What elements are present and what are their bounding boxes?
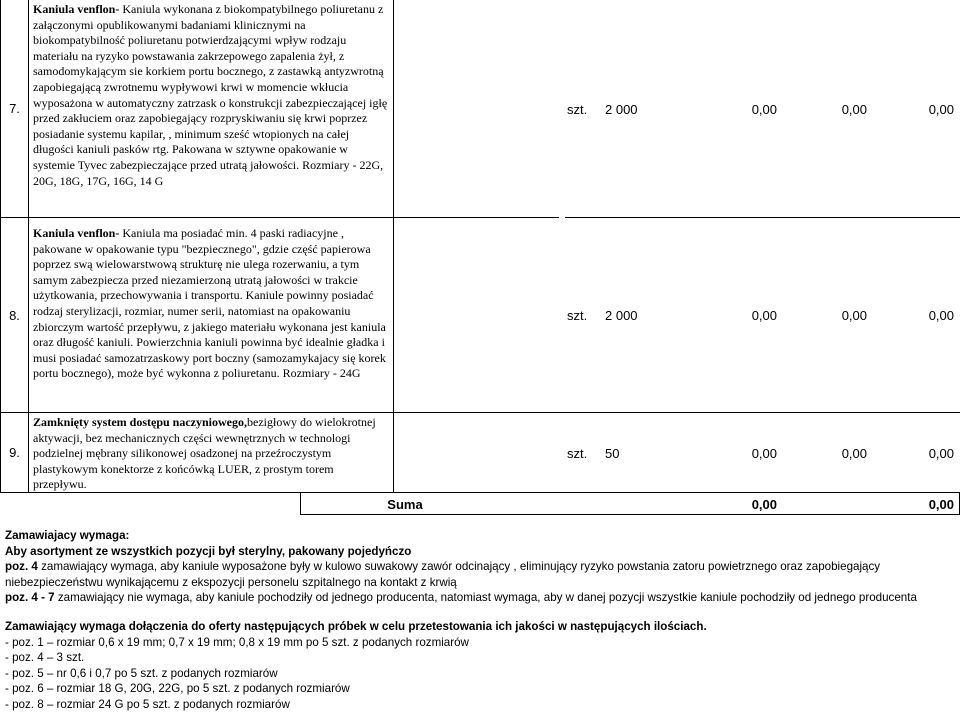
- summary-row: [0, 493, 960, 515]
- row-description: [29, 218, 394, 413]
- summary-label: Suma: [387, 496, 423, 512]
- sample-item: - poz. 6 – rozmiar 18 G, 20G, 22G, po 5 szt. z podanych rozmiarów: [5, 682, 350, 696]
- sample-item: - poz. 1 – rozmiar 0,6 x 19 mm; 0,7 x 19 mm; 0,8 x 19 mm po 5 szt. z podanych rozmiarów: [5, 635, 469, 649]
- row-value-1: 0,00: [751, 308, 777, 323]
- table-row: [0, 413, 960, 493]
- row-title: Kaniula venflon-: [33, 226, 120, 240]
- row-text: bezigłowy do wielokrotnej aktywacji, bez mechanicznych części wewnętrznych w technologi podzielnej mębrany silikonowej osadzonej na przeźroczystym plastykowym konektorze z końcówką LUER, z prostym torem przepływu.: [33, 415, 376, 492]
- summary-value-2: 0,00: [928, 496, 954, 512]
- row-text: Kaniula ma posiadać min. 4 paski radiacyjne , pakowane w opakowanie typu "bezpiecznego", gdzie część papierowa poprzez swą wielowarstwową strukturę nie ulega rozerwaniu, a tym samym zabezpiecza przed niezamierzoną utratą jałowości w trakcie użytkowania, przechowywania i transportu. Kaniule powinny posiadać rodzaj sterylizacji, rozmiar, numer serii, natomiast na opakowaniu zbiorczym wartość przepływu, z jakiego materiału wykonana jest kaniula oraz długość kaniuli. Powierzchnia kaniuli powinna być idealnie gładka i musi posiadać samozatrzaskowy port boczny (samozamykajacy się korek portu bocznego), może być wykonna z poliuretanu. Rozmiary - 24G: [33, 226, 386, 381]
- notes-line: poz. 4 zamawiający wymaga, aby kaniule wyposażone były w kulowo suwakowy zawór odcinający , eliminujący ryzyko powstania zatoru powietrznego oraz zapobiegający niebezpieczeństwu wynikającemu z ekspozycji personelu szpitalnego na kontakt z krwią: [5, 560, 881, 589]
- row-quantity: 2 000: [605, 308, 638, 323]
- row-quantity: 2 000: [605, 101, 638, 117]
- row-text: Kaniula wykonana z biokompatybilnego poliuretanu z załączonymi opublikowanymi badaniami klinicznymi na biokompatybilność poliuretanu potwierdzającymi wpływ rodzaju materiału na ryzyko powstawania zakrzepowego zapalenia żył, z samodomykającym sie korkiem portu bocznego, z zastawką antyzwrotną zapobiegającą zwrotnemu wypływowi krwi w momencie wkłucia wyposażona w automatyczny zatrzask o konstrukcji zabezpieczającej igłę przed zakłuciem oraz zapobiegający rozpryskiwaniu się krwi poprzez posiadanie systemu kapilar, , minimum sześć wtopionych na całej długości kaniuli pasków rtg. Pakowana w sztywne opakowanie w systemie Tyvec zabezpieczające przed utratą jałowości. Rozmiary - 22G, 20G, 18G, 17G, 16G, 14 G: [33, 2, 388, 188]
- row-number: 9.: [0, 413, 29, 493]
- row-quantity: 50: [605, 445, 620, 461]
- row-value-1: 0,00: [751, 101, 777, 117]
- row-value-2: 0,00: [841, 308, 867, 323]
- row-unit: szt.: [567, 101, 588, 117]
- notes-line: poz. 4 - 7 zamawiający nie wymaga, aby kaniule pochodziły od jednego producenta, natomiast wymaga, aby w danej pozycji wszystkie kaniule pochodziły od jednego producenta: [5, 591, 917, 605]
- row-value-3: 0,00: [928, 445, 954, 461]
- row-number: 7.: [0, 0, 29, 218]
- requirements-notes: [5, 528, 957, 713]
- notes-position: poz. 4 - 7: [5, 591, 55, 605]
- table-row: [0, 0, 960, 218]
- row-unit: szt.: [567, 445, 588, 461]
- samples-heading: Zamawiający wymaga dołączenia do oferty następujących próbek w celu przetestowania ich jakości w następujących ilościach.: [5, 619, 707, 633]
- row-value-3: 0,00: [928, 101, 954, 117]
- notes-heading: Zamawiajacy wymaga:: [5, 529, 130, 542]
- row-description: [29, 0, 394, 218]
- row-description: [29, 413, 394, 493]
- sample-item: - poz. 8 – rozmiar 24 G po 5 szt. z podanych rozmiarów: [5, 697, 290, 711]
- notes-line: Aby asortyment ze wszystkich pozycji był sterylny, pakowany pojedyńczo: [5, 544, 412, 558]
- row-title: Zamknięty system dostępu naczyniowego,: [33, 415, 248, 429]
- row-value-2: 0,00: [841, 445, 867, 461]
- notes-position: poz. 4: [5, 560, 38, 574]
- sample-item: - poz. 4 – 3 szt.: [5, 651, 85, 665]
- row-number: 8.: [0, 218, 29, 413]
- sample-item: - poz. 5 – nr 0,6 i 0,7 po 5 szt. z podanych rozmiarów: [5, 666, 278, 680]
- row-value-3: 0,00: [928, 308, 954, 323]
- row-value-1: 0,00: [751, 445, 777, 461]
- table-row: [0, 218, 960, 413]
- row-unit: szt.: [567, 308, 588, 323]
- row-value-2: 0,00: [841, 101, 867, 117]
- row-title: Kaniula venflon-: [33, 2, 120, 16]
- summary-value-1: 0,00: [751, 496, 777, 512]
